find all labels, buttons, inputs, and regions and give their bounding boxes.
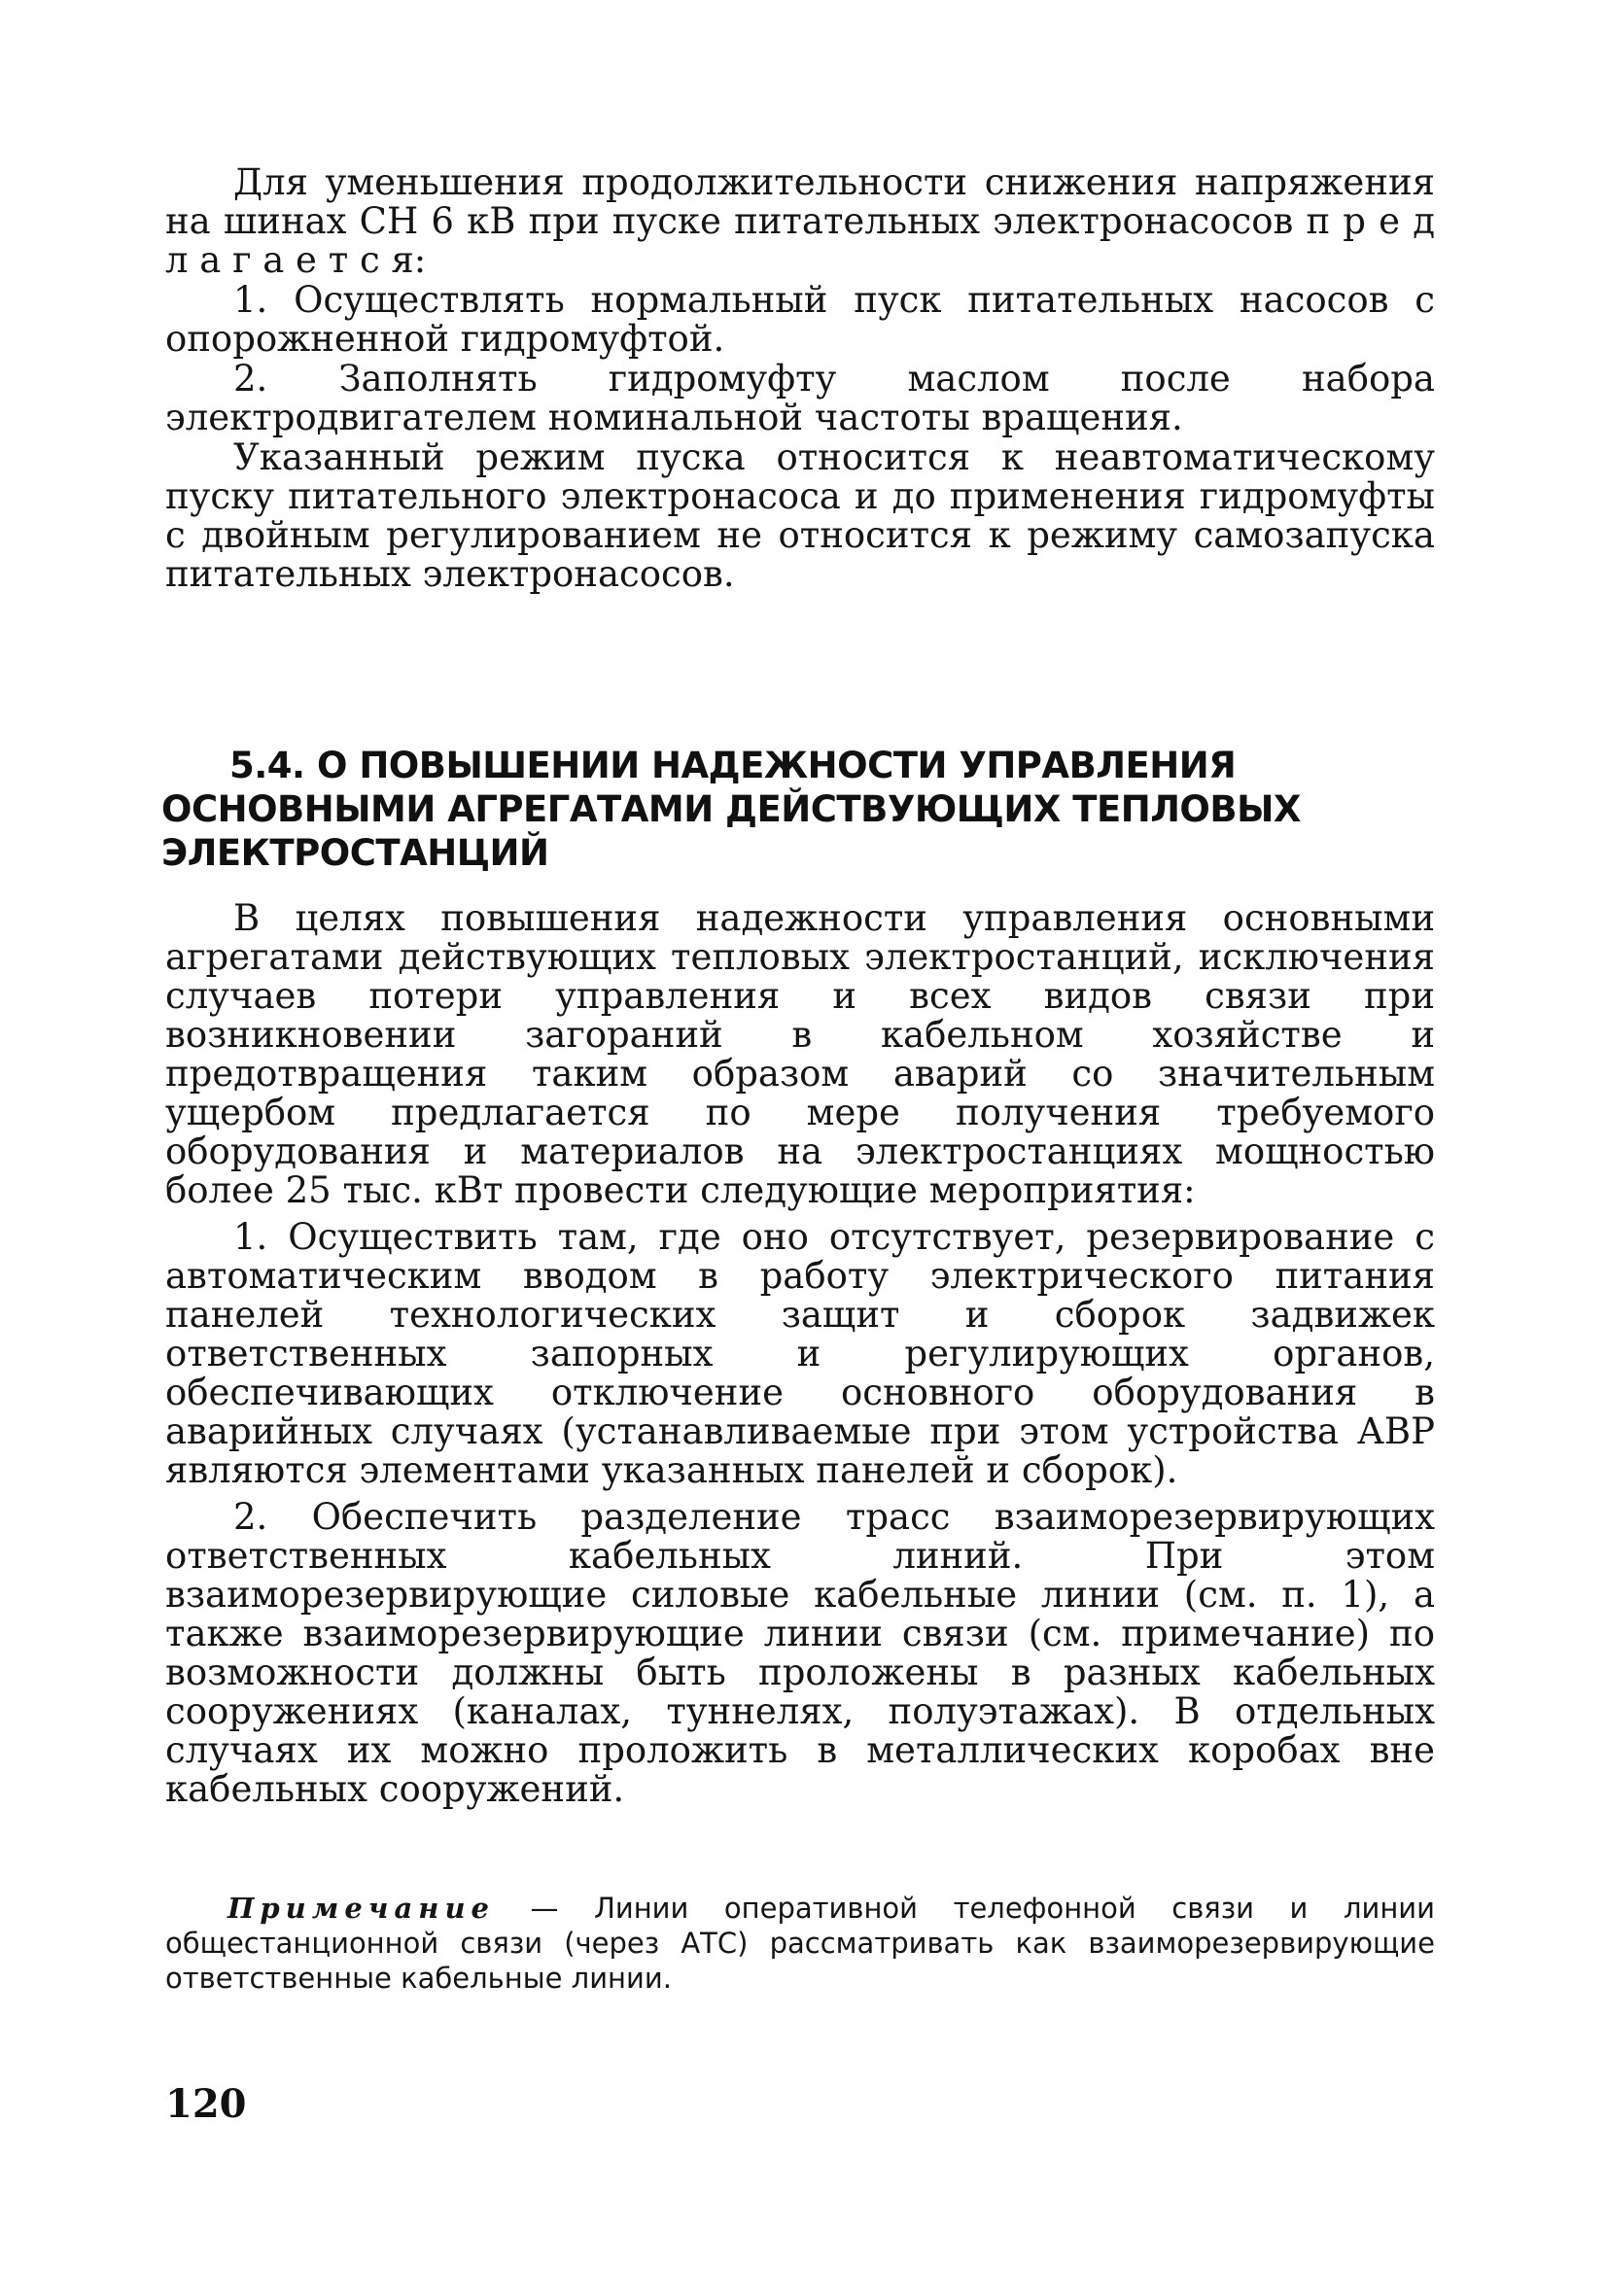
heading-line-1: 5.4. О ПОВЫШЕНИИ НАДЕЖНОСТИ УПРАВЛЕНИЯ (229, 745, 1237, 786)
list-item-2: 2. Заполнять гидромуфту маслом после набора электродвигателем номинальной частоты вращения. (165, 358, 1435, 438)
heading-line-3: ЭЛЕКТРОСТАНЦИЙ (161, 832, 549, 874)
intro-text-block (165, 163, 1435, 594)
paragraph-mode-note: Указанный режим пуска относится к неавтоматическому пуску питательного электронасоса и до применения гидромуфты с двойным регулированием не относится к режиму самозапуска питательных электронасосов. (165, 436, 1435, 595)
heading-line-2: ОСНОВНЫМИ АГРЕГАТАМИ ДЕЙСТВУЮЩИХ ТЕПЛОВЫХ (161, 788, 1301, 830)
page-number: 120 (165, 2081, 247, 2127)
note-label: Примечание (227, 1892, 495, 1925)
footnote (165, 1891, 1435, 1996)
measure-item-1: 1. Осуществить там, где оно отсутствует, резервирование с автоматическим вводом в работу электрического питания панелей технологических защит и сборок задвижек ответственных запорных и регулирующих органов, обеспечивающих отключение основного оборудования в аварийных случаях (устанавливаемые при этом устройства АВР являются элементами указанных панелей и сборок). (165, 1216, 1435, 1491)
paragraph-intro: Для уменьшения продолжительности снижения напряжения на шинах СН 6 кВ при пуске питательных электронасосов п р е д л а г а е т с я: (165, 161, 1435, 281)
section-text-block (165, 899, 1435, 1809)
list-item-1: 1. Осуществлять нормальный пуск питательных насосов с опорожненной гидромуфтой. (165, 279, 1435, 360)
paragraph-purpose: В целях повышения надежности управления основными агрегатами действующих тепловых электростанций, исключения случаев потери управления и всех видов связи при возникновении загораний в кабельном хозяйстве и предотвращения таким образом аварий со значительным ущербом предлагается по мере получения требуемого оборудования и материалов на электростанциях мощностью более 25 тыс. кВт провести следующие мероприятия: (165, 897, 1435, 1211)
measure-item-2: 2. Обеспечить разделение трасс взаиморезервирующих ответственных кабельных линий. При этом взаиморезервирующие силовые кабельные линии (см. п. 1), а также взаиморезервирующие линии связи (см. примечание) по возможности должны быть проложены в разных кабельных сооружениях (каналах, туннелях, полуэтажах). В отдельных случаях их можно проложить в металлических коробах вне кабельных сооружений. (165, 1496, 1435, 1810)
note-text: — Линии оперативной телефонной связи и линии общестанционной связи (через АТС) рассматривать как взаиморезервирующие ответственные кабельные линии. (165, 1892, 1435, 1995)
section-heading (161, 744, 1435, 875)
